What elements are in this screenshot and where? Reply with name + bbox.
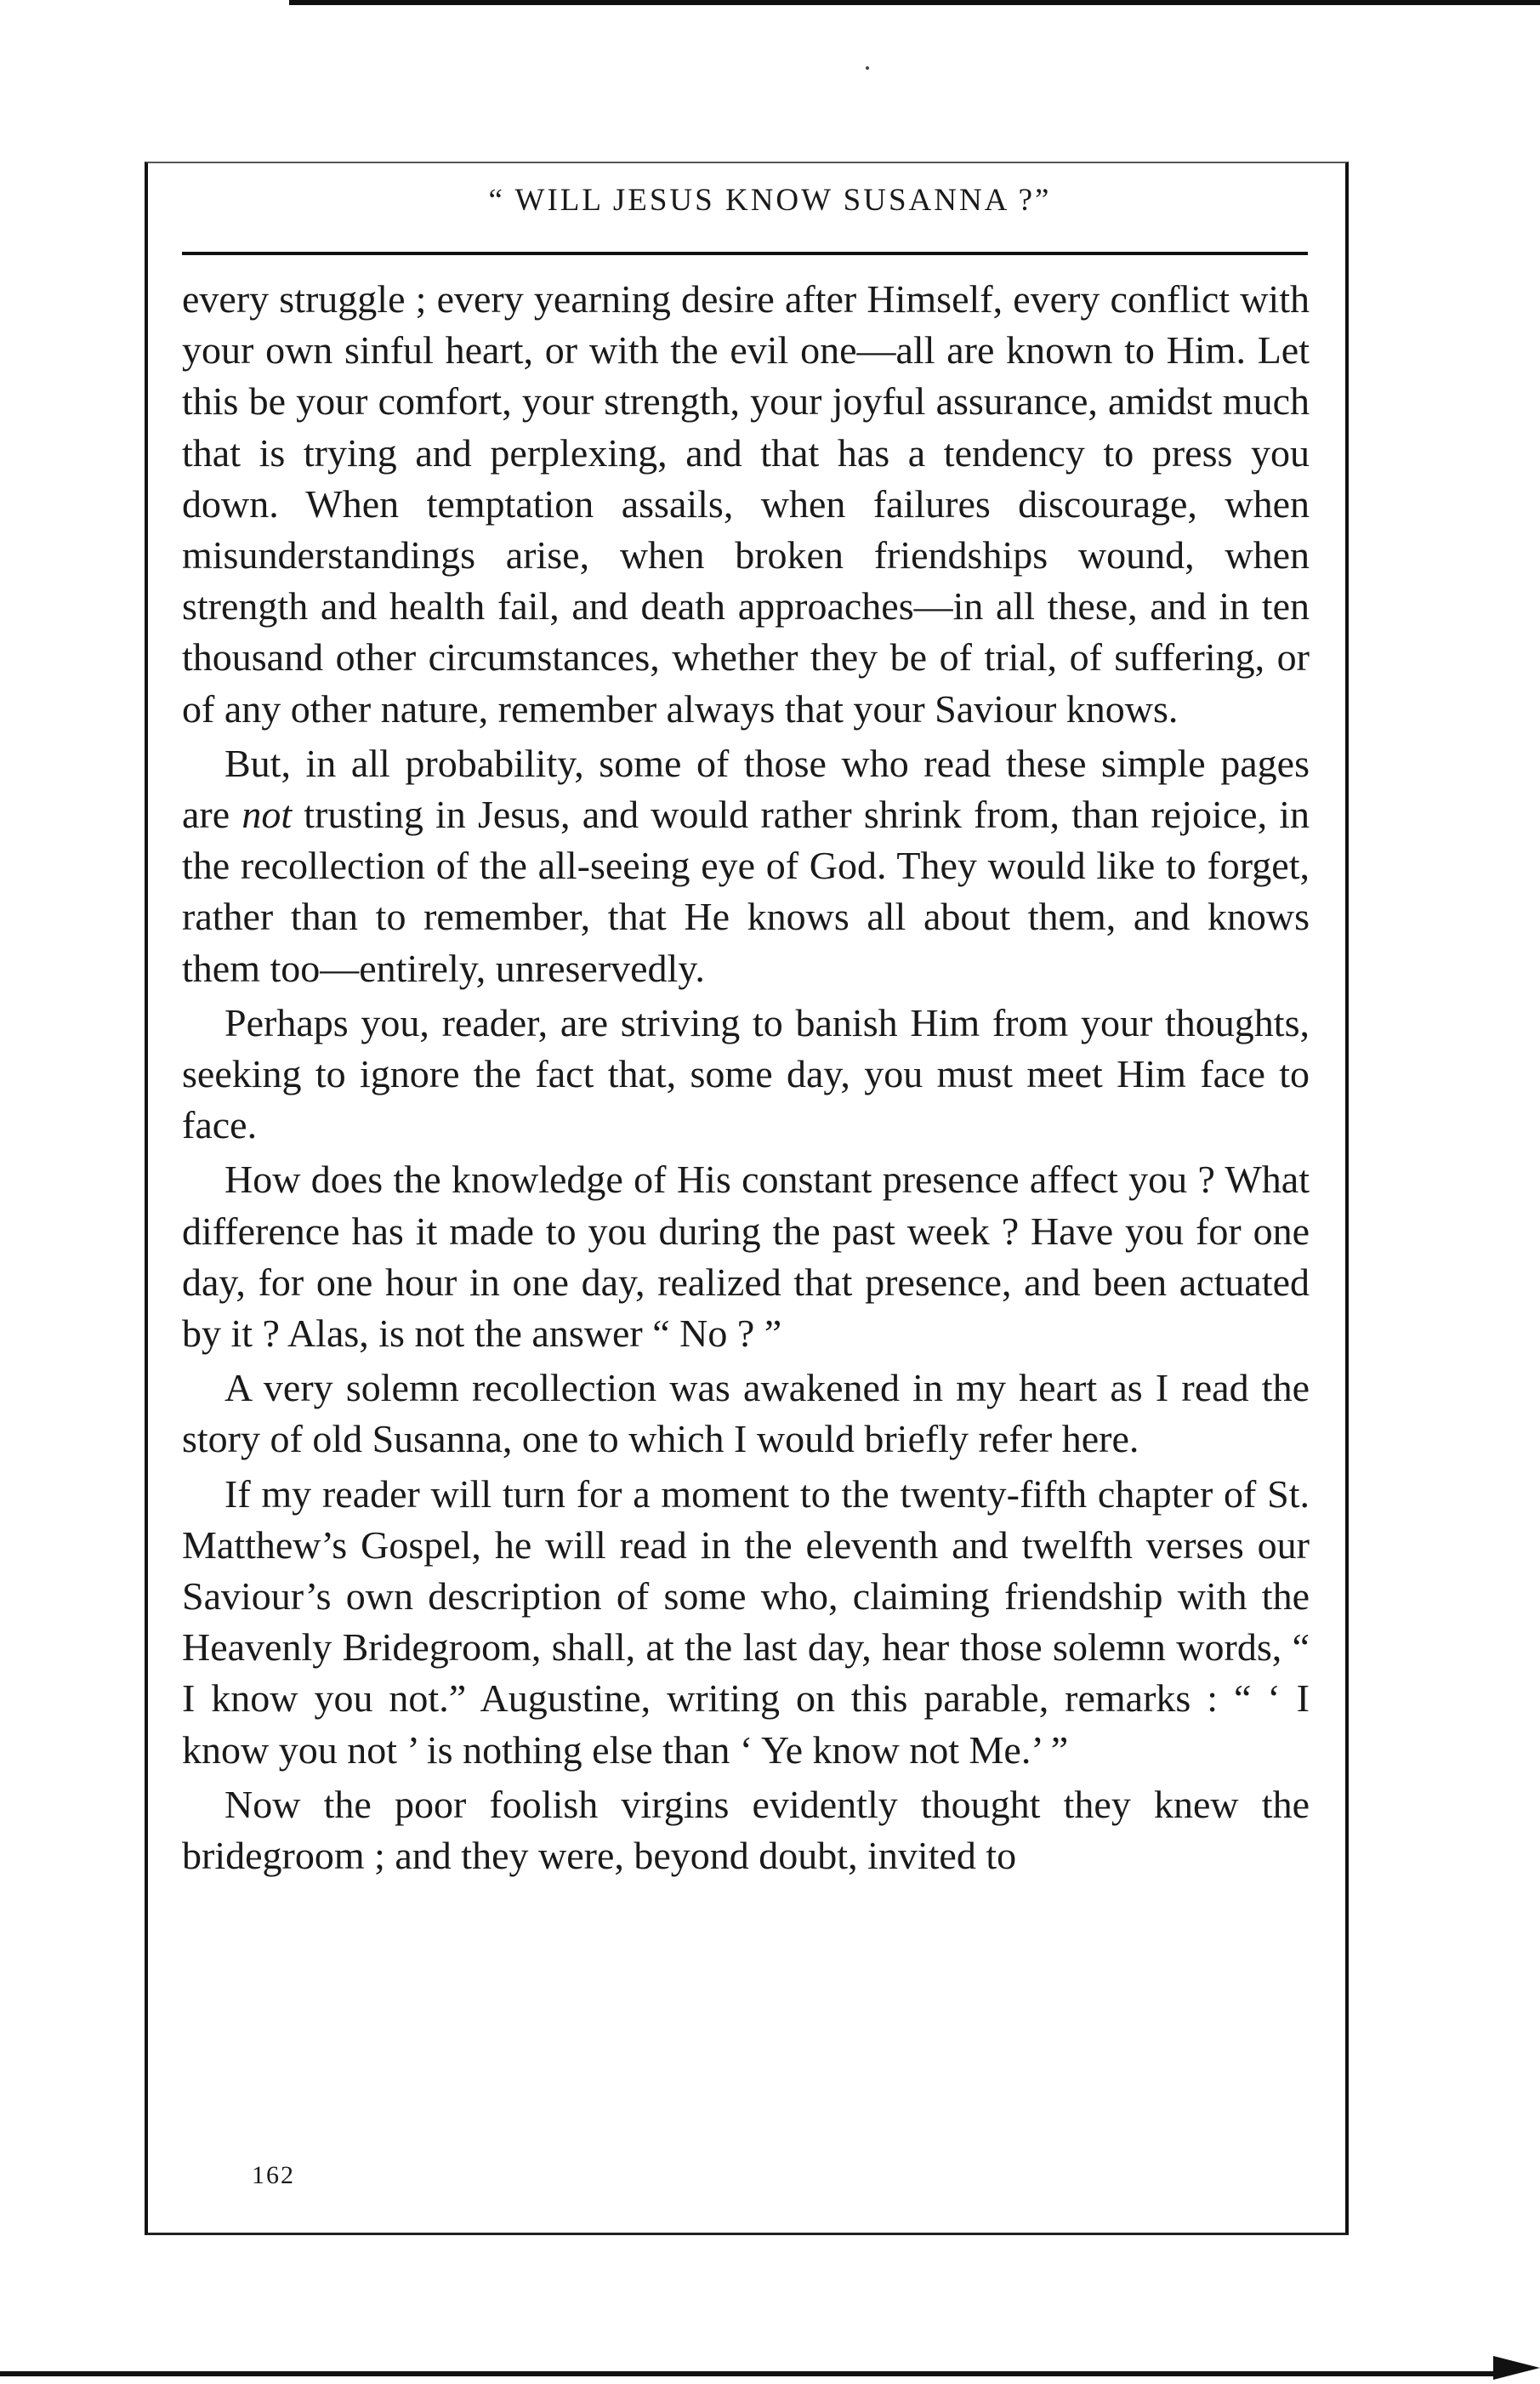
header-rule: [182, 252, 1308, 255]
scan-corner-mark: [1493, 2356, 1540, 2380]
paragraph-2: [182, 738, 1310, 994]
page-number: 162: [252, 2161, 295, 2189]
paragraph-2-start: But, in all probability, some of those who read these simple pages are: [182, 741, 1310, 837]
emphasis-not: not: [242, 793, 293, 837]
paragraph-3: Perhaps you, reader, are striving to banish Him from your thoughts, seeking to ignore the fact that, some day, you must meet Him face to face.: [182, 1000, 1310, 1147]
running-head: “ WILL JESUS KNOW SUSANNA ?”: [488, 183, 1052, 218]
paragraph-6: If my reader will turn for a moment to the twenty-fifth chapter of St. Matthew’s Gospel, he will read in the eleventh and twelfth verses our Saviour’s own description of some who, claiming friendship with the Heavenly Bridegroom, shall, at the last day, hear those solemn words, “ I know you not.” Augustine, writing on this parable, remarks : “ ‘ I know you not ’ is nothing else than ‘ Ye know not Me.’ ”: [182, 1471, 1310, 1772]
scan-speck: [866, 66, 869, 70]
paragraph-1: every struggle ; every yearning desire after Himself, every conflict with your own sinful heart, or with the evil one—all are known to Him. Let this be your comfort, your strength, your joyful assurance, amidst much that is trying and perplexing, and that has a tendency to press you down. When temptation assails, when failures discourage, when misunderstandings arise, when broken friendships wound, when strength and health fail, and death approaches—in all these, and in ten thousand other circumstances, whether they be of trial, of suffering, or of any other nature, remember always that your Saviour knows.: [182, 277, 1310, 731]
paragraph-4: How does the knowledge of His constant presence affect you ? What difference has it made to you during the past week ? Have you for one day, for one hour in one day, realized that presence, and been actuated by it ? Alas, is not the answer “ No ? ”: [182, 1158, 1310, 1356]
scan-top-border: [289, 0, 1540, 5]
paragraph-2-end: trusting in Jesus, and would rather shrink from, than rejoice, in the recollection of the all-seeing eye of God. They would like to forget, rather than to remember, that He knows all about them, and knows them too—entirely, unreservedly.: [182, 793, 1310, 990]
paragraph-5: A very solemn recollection was awakened in my heart as I read the story of old Susanna, one to which I would briefly refer here.: [182, 1366, 1310, 1461]
scan-bottom-border: [0, 2371, 1497, 2376]
body-text: [182, 274, 1310, 1881]
paragraph-7: Now the poor foolish virgins evidently thought they knew the bridegroom ; and they were, beyond doubt, invited to: [182, 1782, 1310, 1878]
